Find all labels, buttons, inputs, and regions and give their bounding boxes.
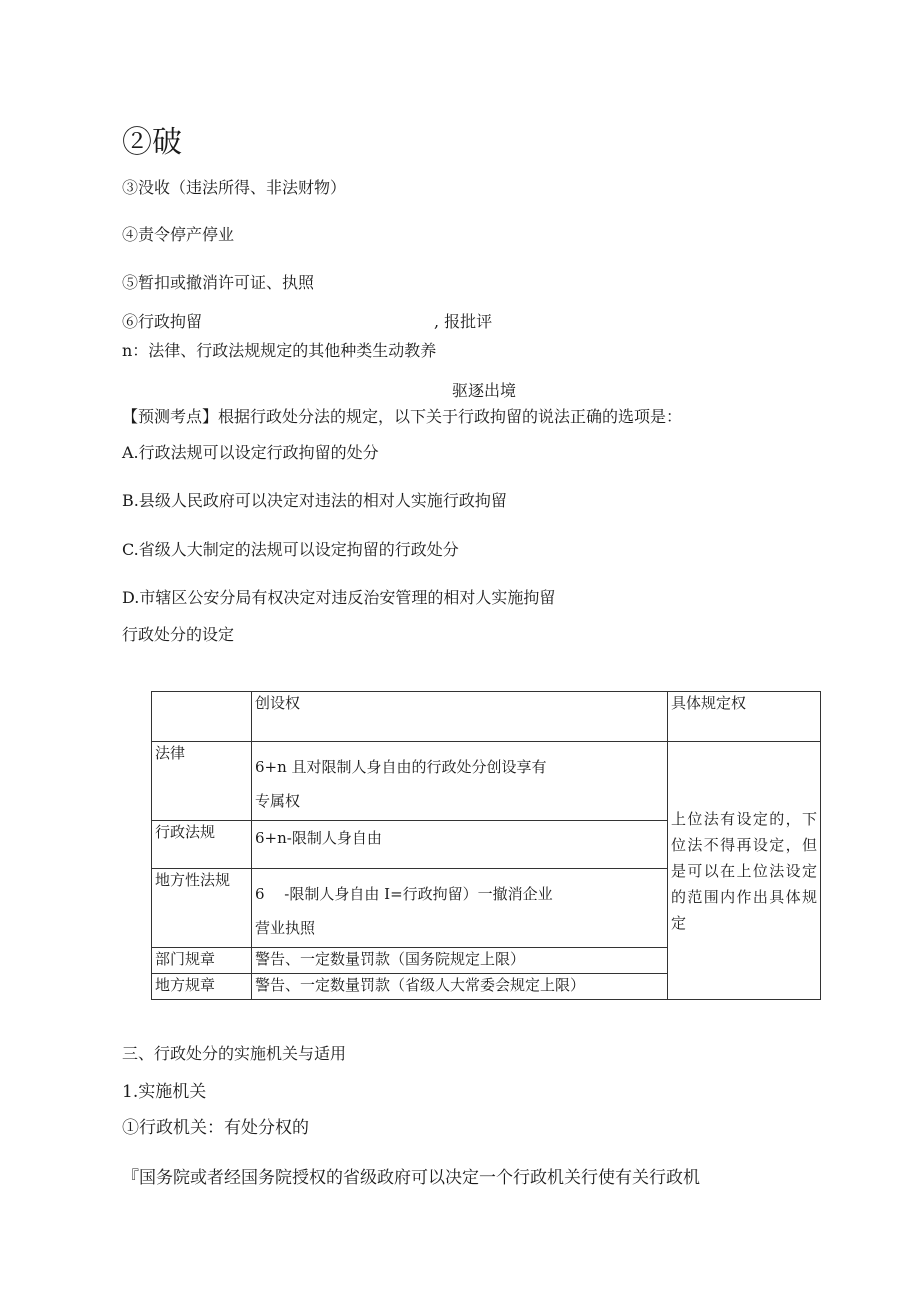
specific-rule-cell: 上位法有设定的，下位法不得再设定，但是可以在上位法设定的范围内作出具体规定 (668, 742, 821, 1000)
item-3: ③没收（违法所得、非法财物） (122, 178, 347, 197)
item-4: ④责令停产停业 (122, 225, 235, 244)
row-line1: 6+n-限制人身自由 (255, 829, 382, 847)
option-b: B.县级人民政府可以决定对违法的相对人实施行政拘留 (122, 491, 507, 510)
row-name: 法律 (152, 742, 252, 821)
header-empty (152, 692, 252, 742)
option-c: C.省级人大制定的法规可以设定拘留的行政处分 (122, 540, 459, 559)
section-title: 行政处分的设定 (122, 625, 235, 644)
section3-item1: ①行政机关：有处分权的 (122, 1118, 309, 1138)
row-content: 警告、一定数量罚款（国务院规定上限） (252, 948, 668, 974)
row-name: 行政法规 (152, 821, 252, 869)
row-name: 部门规章 (152, 948, 252, 974)
header-specific: 具体规定权 (668, 692, 821, 742)
item-5: ⑤暂扣或撤消许可证、执照 (122, 273, 315, 292)
table-row (152, 742, 821, 821)
section3-quote: 『国务院或者经国务院授权的省级政府可以决定一个行政机关行使有关行政机 (122, 1168, 700, 1188)
row-content (252, 742, 668, 821)
table-header-row (152, 692, 821, 742)
row-content (252, 869, 668, 948)
row-line1: 6 -限制人身自由 I=行政拘留）一撤消企业 (255, 885, 553, 903)
option-d: D.市辖区公安分局有权决定对违反治安管理的相对人实施拘留 (122, 588, 556, 607)
row-line2: 专属权 (255, 792, 301, 810)
item-2: ②破 (122, 125, 182, 160)
question-stem: 【预测考点】根据行政处分法的规定，以下关于行政拘留的说法正确的选项是： (122, 407, 683, 426)
row-line1: 6+n 且对限制人身自由的行政处分创设享有 (255, 758, 547, 776)
row-line2: 营业执照 (255, 919, 316, 937)
setting-table (151, 691, 821, 1000)
row-name: 地方规章 (152, 974, 252, 1000)
section3-title: 三、行政处分的实施机关与适用 (122, 1044, 347, 1063)
item-6-suffix: , 报批评 (434, 312, 493, 331)
header-create: 创设权 (252, 692, 668, 742)
section3-sub1: 1.实施机关 (122, 1082, 207, 1102)
row-content (252, 821, 668, 869)
option-a: A.行政法规可以设定行政拘留的处分 (122, 443, 379, 462)
item-n: n：法律、行政法规规定的其他种类生动教养 (122, 341, 437, 360)
row-name: 地方性法规 (152, 869, 252, 948)
item-expel: 驱逐出境 (452, 381, 517, 400)
item-6: ⑥行政拘留 (122, 312, 203, 331)
row-content: 警告、一定数量罚款（省级人大常委会规定上限） (252, 974, 668, 1000)
